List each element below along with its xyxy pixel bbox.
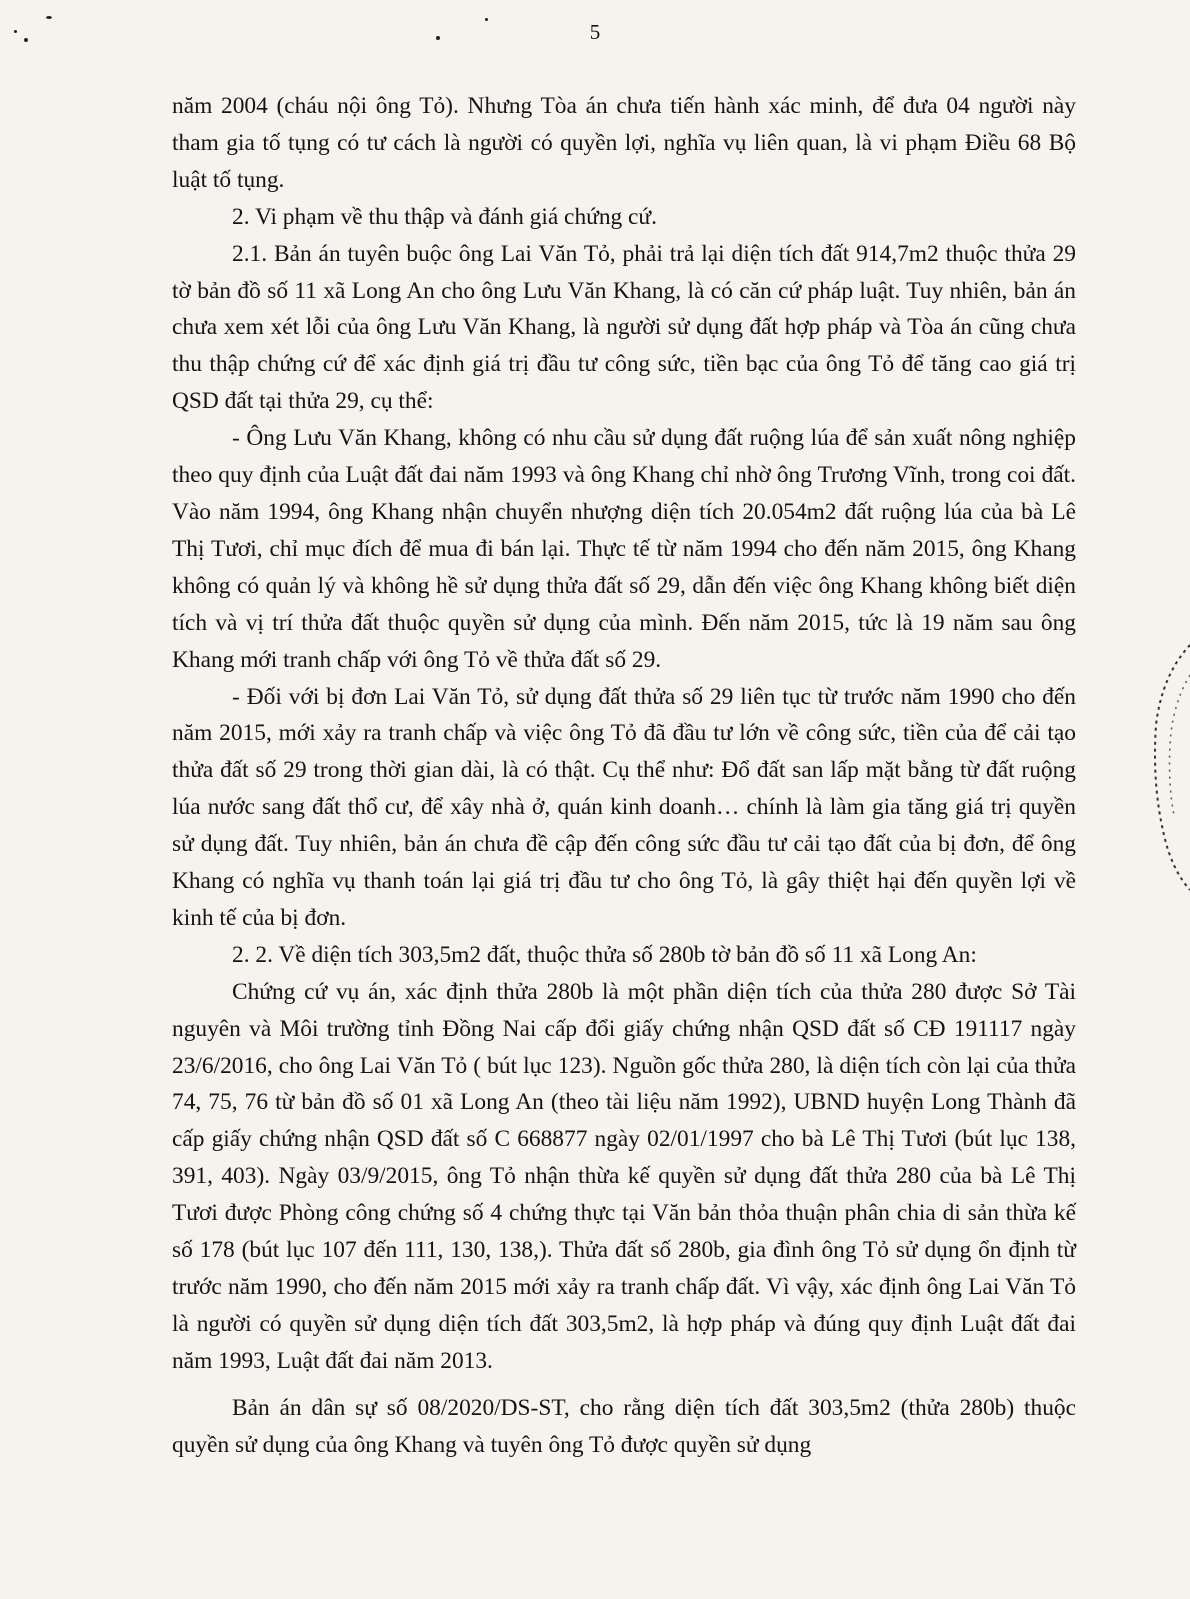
paragraph: 2. Vi phạm về thu thập và đánh giá chứng cứ.: [232, 203, 657, 230]
scan-speck: [46, 16, 52, 19]
paragraph: - Ông Lưu Văn Khang, không có nhu cầu sử dụng đất ruộng lúa để sản xuất nông nghiệp theo quy định của Luật đất đai năm 1993 và ông Khang chỉ nhờ ông Trương Vĩnh, trong coi đất. Vào năm 1994, ông Khang nhận chuyển nhượng diện tích 20.054m2 đất ruộng lúa của bà Lê Thị Tươi, chỉ mục đích để mua đi bán lại. Thực tế từ năm 1994 cho đến năm 2015, ông Khang không có quản lý và không hề sử dụng thửa đất số 29, dẫn đến việc ông Khang không biết diện tích và vị trí thửa đất thuộc quyền sử dụng của mình. Đến năm 2015, tức là 19 năm sau ông Khang mới tranh chấp với ông Tỏ về thửa đất số 29.: [172, 425, 1076, 673]
paragraph: Bản án dân sự số 08/2020/DS-ST, cho rằng diện tích đất 303,5m2 (thửa 280b) thuộc quyền sử dụng của ông Khang và tuyên ông Tỏ được quyền sử dụng: [172, 1394, 1076, 1458]
paragraph: Chứng cứ vụ án, xác định thửa 280b là một phần diện tích của thửa 280 được Sở Tài nguyên và Môi trường tỉnh Đồng Nai cấp đổi giấy chứng nhận QSD đất số CĐ 191117 ngày 23/6/2016, cho ông Lai Văn Tỏ ( bút lục 123). Nguồn gốc thửa 280, là diện tích còn lại của thửa 74, 75, 76 từ bản đồ số 01 xã Long An (theo tài liệu năm 1992), UBND huyện Long Thành đã cấp giấy chứng nhận QSD đất số C 668877 ngày 02/01/1997 cho bà Lê Thị Tươi (bút lục 138, 391, 403). Ngày 03/9/2015, ông Tỏ nhận thừa kế quyền sử dụng đất thửa 280 của bà Lê Thị Tươi được Phòng công chứng số 4 chứng thực tại Văn bản thỏa thuận phân chia di sản thừa kế số 178 (bút lục 107 đến 111, 130, 138,). Thửa đất số 280b, gia đình ông Tỏ sử dụng ổn định từ trước năm 1990, cho đến năm 2015 mới xảy ra tranh chấp đất. Vì vậy, xác định ông Lai Văn Tỏ là người có quyền sử dụng diện tích đất 303,5m2, là hợp pháp và đúng quy định Luật đất đai năm 1993, Luật đất đai năm 2013.: [172, 978, 1076, 1374]
paragraph: 2. 2. Về diện tích 303,5m2 đất, thuộc thửa số 280b tờ bản đồ số 11 xã Long An:: [232, 941, 977, 968]
document-body: [172, 88, 1076, 1464]
page-number: 5: [589, 20, 601, 44]
paragraph: - Đối với bị đơn Lai Văn Tỏ, sử dụng đất thửa số 29 liên tục từ trước năm 1990 cho đến năm 2015, mới xảy ra tranh chấp và việc ông Tỏ đã đầu tư lớn về công sức, tiền của để cải tạo thửa đất số 29 trong thời gian dài, là có thật. Cụ thể như: Đổ đất san lấp mặt bằng từ đất ruộng lúa nước sang đất thổ cư, để xây nhà ở, quán kinh doanh… chính là làm gia tăng giá trị quyền sử dụng đất. Tuy nhiên, bản án chưa đề cập đến công sức đầu tư cải tạo đất của bị đơn, để ông Khang có nghĩa vụ thanh toán lại giá trị đầu tư cho ông Tỏ, là gây thiệt hại đến quyền lợi về kinh tế của bị đơn.: [172, 683, 1076, 931]
paragraph: 2.1. Bản án tuyên buộc ông Lai Văn Tỏ, phải trả lại diện tích đất 914,7m2 thuộc thửa 29 tờ bản đồ số 11 xã Long An cho ông Lưu Văn Khang, là có căn cứ pháp luật. Tuy nhiên, bản án chưa xem xét lỗi của ông Lưu Văn Khang, là người sử dụng đất hợp pháp và Tòa án cũng chưa thu thập chứng cứ để xác định giá trị đầu tư công sức, tiền bạc của ông Tỏ để tăng cao giá trị QSD đất tại thửa 29, cụ thể:: [172, 240, 1076, 415]
paragraph: năm 2004 (cháu nội ông Tỏ). Nhưng Tòa án chưa tiến hành xác minh, để đưa 04 người này tham gia tố tụng có tư cách là người có quyền lợi, nghĩa vụ liên quan, là vi phạm Điều 68 Bộ luật tố tụng.: [172, 93, 1076, 193]
stamp-edge-mark: [1142, 635, 1190, 895]
